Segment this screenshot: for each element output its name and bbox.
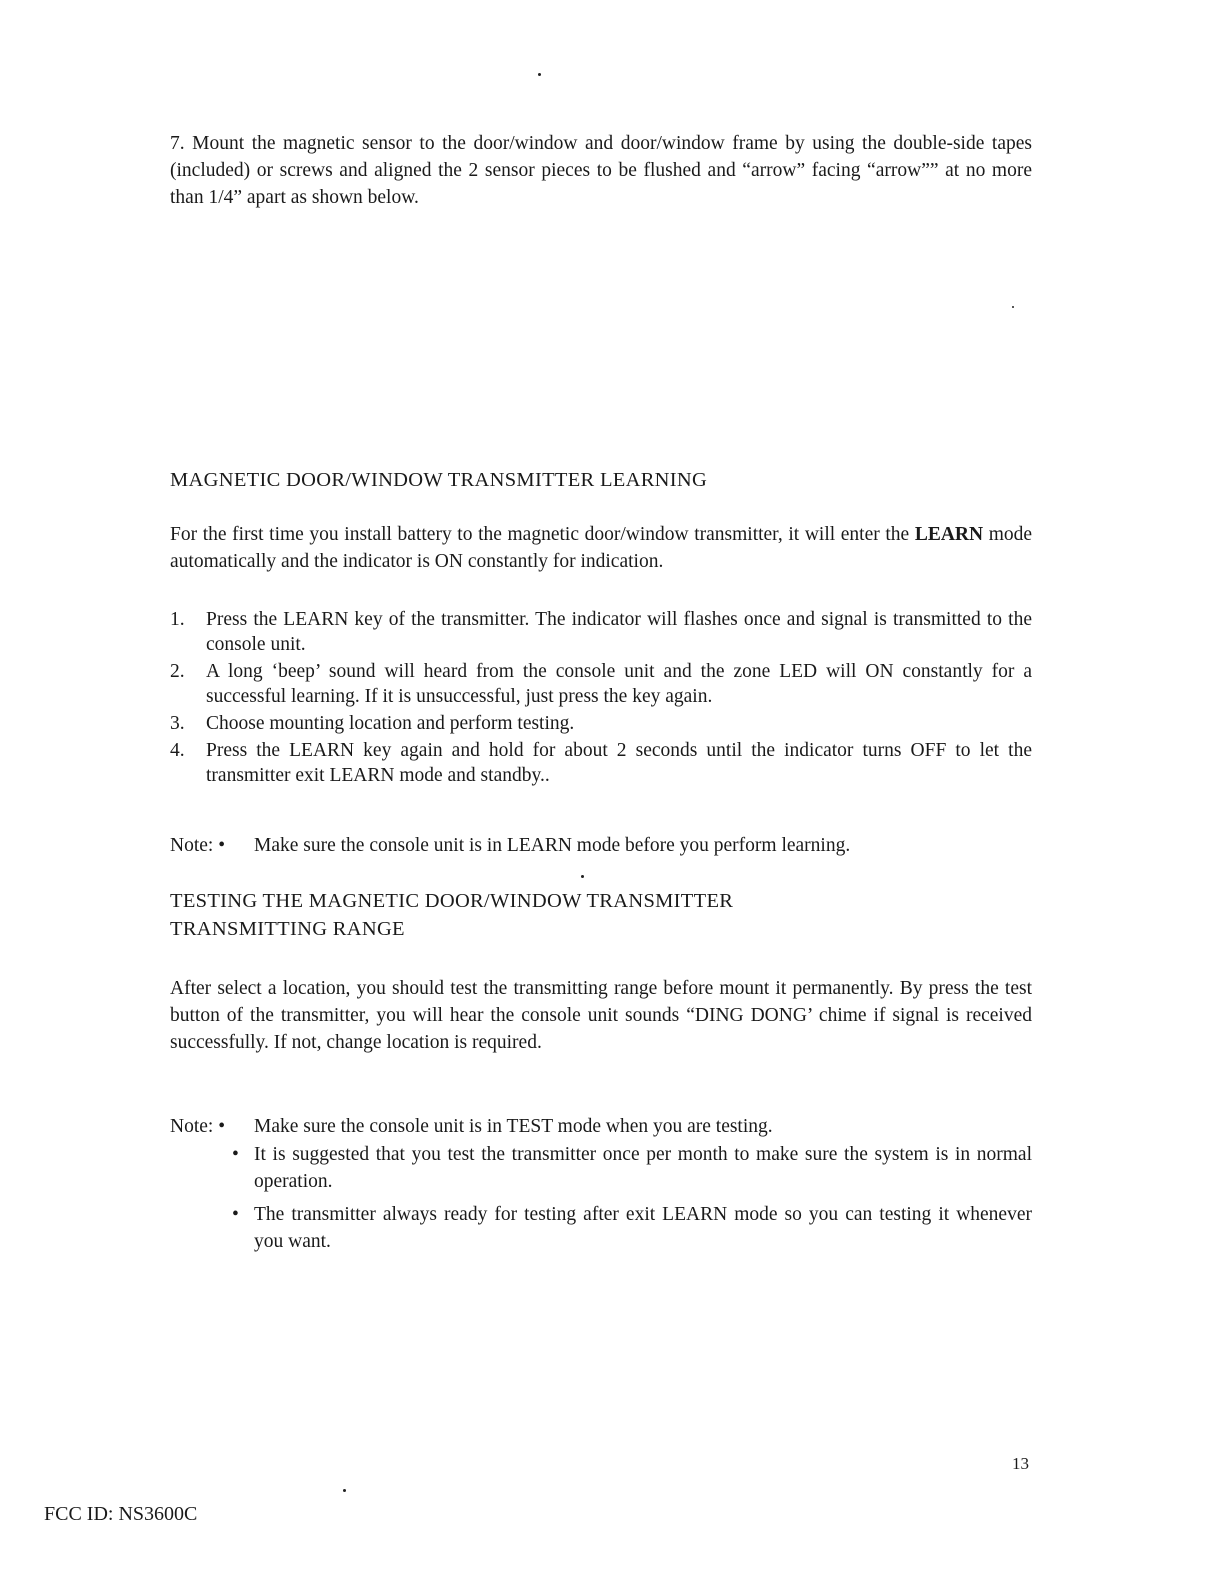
testing-heading [170, 887, 1032, 943]
testing-note-item-text: It is suggested that you test the transmitter once per month to make sure the system is in normal operation. [254, 1144, 1032, 1192]
learning-step [170, 659, 1032, 709]
fcc-id-footer: FCC ID: NS3600C [44, 1503, 198, 1525]
bullet-icon: • [232, 1144, 239, 1165]
page-number: 13 [1012, 1454, 1029, 1473]
scan-speck [343, 1489, 346, 1492]
testing-note-text: Make sure the console unit is in TEST mode when you are testing. [254, 1116, 773, 1137]
learning-step [170, 711, 1032, 736]
step-text: Press the LEARN key of the transmitter. The indicator will flashes once and signal is transmitted to the console unit. [206, 609, 1032, 655]
learning-note-text: Make sure the console unit is in LEARN mode before you perform learning. [254, 835, 851, 856]
testing-note-item [232, 1201, 1032, 1255]
note-label [170, 1113, 225, 1140]
testing-note-row [170, 1113, 1032, 1140]
step-number: 1. [170, 609, 185, 630]
testing-note-list [232, 1141, 1032, 1261]
note-label-text: Note: [170, 835, 214, 856]
step-text: Press the LEARN key again and hold for about 2 seconds until the indicator turns OFF to let the transmitter exit LEARN mode and standby.. [206, 740, 1032, 786]
bullet-icon: • [232, 1204, 239, 1225]
testing-note-item-text: The transmitter always ready for testing after exit LEARN mode so you can testing it whenever you want. [254, 1204, 1032, 1252]
testing-note-item [232, 1141, 1032, 1195]
learning-intro-after: mode automatically and the indicator is ON constantly for indication. [170, 524, 1033, 572]
learning-heading: MAGNETIC DOOR/WINDOW TRANSMITTER LEARNING [170, 469, 708, 491]
testing-body: After select a location, you should test the transmitting range before mount it permanently. By press the test button of the transmitter, you will hear the console unit sounds “DING DONG’ chime if signal is received successfully. If not, change location is required. [170, 978, 1032, 1053]
learning-note-row [170, 832, 1032, 859]
note-label-text: Note: [170, 1116, 214, 1137]
bullet-icon: • [218, 1116, 226, 1137]
learning-step [170, 607, 1032, 657]
step-7-paragraph: 7. Mount the magnetic sensor to the door/window and door/window frame by using the double-side tapes (included) or screws and aligned the 2 sensor pieces to be flushed and “arrow” facing “arrow”” at no more than 1/4” apart as shown below. [170, 133, 1032, 208]
step-number: 3. [170, 713, 185, 734]
bullet-icon: • [218, 835, 226, 856]
testing-heading-line2: TRANSMITTING RANGE [170, 918, 405, 940]
scan-speck [538, 73, 541, 76]
scan-speck [581, 875, 584, 878]
step-number: 4. [170, 740, 185, 761]
learning-step [170, 738, 1032, 788]
note-label [170, 832, 225, 859]
scan-speck [1012, 306, 1014, 308]
learning-note [170, 832, 1032, 859]
testing-heading-line1: TESTING THE MAGNETIC DOOR/WINDOW TRANSMITTER [170, 890, 734, 912]
step-number: 2. [170, 661, 185, 682]
learning-intro [170, 521, 1032, 575]
step-text: A long ‘beep’ sound will heard from the console unit and the zone LED will ON constantly for a successful learning. If it is unsuccessful, just press the key again. [206, 661, 1032, 707]
learning-steps-list [170, 607, 1032, 790]
learning-intro-before: For the first time you install battery to the magnetic door/window transmitter, it will enter the [170, 524, 910, 545]
learn-keyword: LEARN [914, 524, 984, 545]
testing-note [170, 1113, 1032, 1140]
step-text: Choose mounting location and perform testing. [206, 713, 575, 734]
